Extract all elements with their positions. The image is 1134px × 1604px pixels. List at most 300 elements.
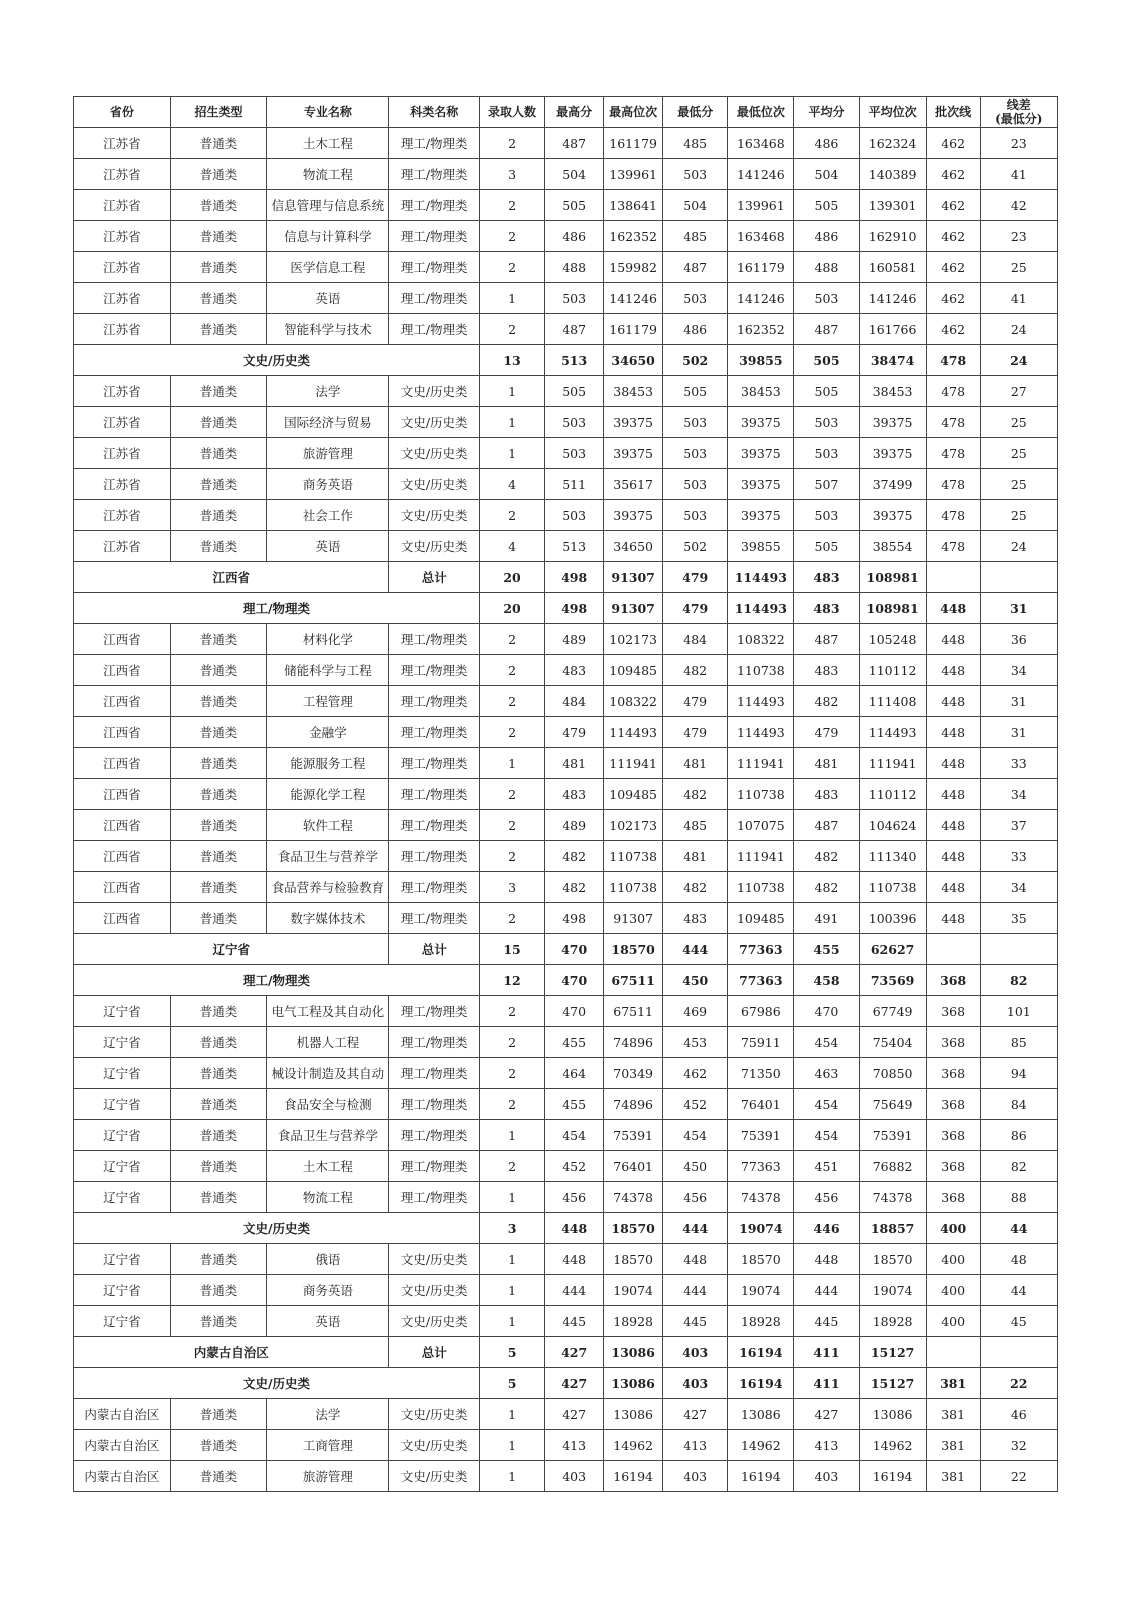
cell-admission-type: 普通类	[170, 407, 267, 438]
cell-min-score: 503	[663, 469, 728, 500]
subtotal-batch-line: 448	[926, 593, 980, 624]
cell-admission-type: 普通类	[170, 1461, 267, 1492]
cell-avg-score: 403	[794, 1461, 859, 1492]
cell-line-diff: 25	[980, 469, 1057, 500]
cell-admitted-count: 1	[479, 438, 544, 469]
province-total-max-score: 470	[545, 934, 604, 965]
cell-line-diff: 25	[980, 500, 1057, 531]
cell-admission-type: 普通类	[170, 221, 267, 252]
cell-major: 储能科学与工程	[267, 655, 389, 686]
cell-min-score: 481	[663, 748, 728, 779]
subtotal-avg-score: 505	[794, 345, 859, 376]
cell-min-rank: 111941	[728, 748, 794, 779]
cell-min-score: 448	[663, 1244, 728, 1275]
cell-avg-score: 482	[794, 872, 859, 903]
cell-major: 物流工程	[267, 1182, 389, 1213]
province-total-max-rank: 13086	[604, 1337, 663, 1368]
cell-subject-category: 文史/历史类	[389, 376, 480, 407]
cell-major: 工程管理	[267, 686, 389, 717]
cell-admission-type: 普通类	[170, 841, 267, 872]
cell-avg-score: 486	[794, 128, 859, 159]
cell-line-diff: 34	[980, 872, 1057, 903]
cell-line-diff: 23	[980, 221, 1057, 252]
cell-province: 江西省	[74, 810, 171, 841]
cell-batch-line: 368	[926, 1120, 980, 1151]
cell-batch-line: 448	[926, 748, 980, 779]
cell-max-rank: 110738	[604, 872, 663, 903]
cell-admission-type: 普通类	[170, 1151, 267, 1182]
cell-batch-line: 448	[926, 779, 980, 810]
cell-admission-type: 普通类	[170, 1089, 267, 1120]
table-row	[74, 903, 1058, 934]
cell-min-rank: 77363	[728, 1151, 794, 1182]
subtotal-avg-score: 483	[794, 593, 859, 624]
table-row	[74, 1182, 1058, 1213]
cell-line-diff: 33	[980, 748, 1057, 779]
cell-admitted-count: 2	[479, 903, 544, 934]
province-total-line-diff	[980, 1337, 1057, 1368]
cell-line-diff: 22	[980, 1461, 1057, 1492]
cell-max-score: 403	[545, 1461, 604, 1492]
cell-min-rank: 38453	[728, 376, 794, 407]
table-row	[74, 314, 1058, 345]
cell-admission-type: 普通类	[170, 810, 267, 841]
cell-subject-category: 理工/物理类	[389, 686, 480, 717]
col-header-min-rank: 最低位次	[728, 97, 794, 128]
subtotal-max-rank: 34650	[604, 345, 663, 376]
subtotal-row	[74, 965, 1058, 996]
cell-line-diff: 35	[980, 903, 1057, 934]
cell-admitted-count: 2	[479, 314, 544, 345]
cell-admission-type: 普通类	[170, 1430, 267, 1461]
cell-admitted-count: 1	[479, 1461, 544, 1492]
cell-avg-rank: 14962	[859, 1430, 926, 1461]
cell-major: 机器人工程	[267, 1027, 389, 1058]
cell-batch-line: 400	[926, 1306, 980, 1337]
cell-admitted-count: 1	[479, 1430, 544, 1461]
province-total-line-diff	[980, 934, 1057, 965]
cell-admission-type: 普通类	[170, 128, 267, 159]
cell-admitted-count: 2	[479, 1089, 544, 1120]
province-total-row	[74, 562, 1058, 593]
province-total-max-rank: 91307	[604, 562, 663, 593]
cell-major: 法学	[267, 376, 389, 407]
province-total-admitted-count: 20	[479, 562, 544, 593]
cell-line-diff: 24	[980, 314, 1057, 345]
province-total-min-rank: 16194	[728, 1337, 794, 1368]
subtotal-max-score: 427	[545, 1368, 604, 1399]
cell-major: 能源服务工程	[267, 748, 389, 779]
cell-max-score: 504	[545, 159, 604, 190]
cell-batch-line: 462	[926, 190, 980, 221]
table-row	[74, 872, 1058, 903]
cell-admission-type: 普通类	[170, 500, 267, 531]
cell-min-rank: 19074	[728, 1275, 794, 1306]
province-total-label: 总计	[389, 934, 480, 965]
cell-max-rank: 13086	[604, 1399, 663, 1430]
cell-admitted-count: 1	[479, 1182, 544, 1213]
cell-max-score: 470	[545, 996, 604, 1027]
cell-max-score: 487	[545, 128, 604, 159]
cell-subject-category: 理工/物理类	[389, 159, 480, 190]
cell-max-score: 482	[545, 872, 604, 903]
cell-admission-type: 普通类	[170, 779, 267, 810]
cell-admitted-count: 2	[479, 779, 544, 810]
cell-avg-rank: 75404	[859, 1027, 926, 1058]
province-total-admitted-count: 15	[479, 934, 544, 965]
province-total-batch-line	[926, 934, 980, 965]
cell-admitted-count: 3	[479, 872, 544, 903]
cell-min-score: 444	[663, 1275, 728, 1306]
cell-min-rank: 14962	[728, 1430, 794, 1461]
subtotal-min-rank: 114493	[728, 593, 794, 624]
cell-avg-score: 454	[794, 1089, 859, 1120]
table-body	[74, 128, 1058, 1492]
cell-min-score: 485	[663, 810, 728, 841]
cell-batch-line: 368	[926, 1058, 980, 1089]
cell-admission-type: 普通类	[170, 717, 267, 748]
cell-admitted-count: 2	[479, 996, 544, 1027]
cell-subject-category: 理工/物理类	[389, 655, 480, 686]
cell-min-rank: 114493	[728, 686, 794, 717]
table-row	[74, 159, 1058, 190]
cell-line-diff: 31	[980, 717, 1057, 748]
cell-admitted-count: 2	[479, 252, 544, 283]
cell-line-diff: 36	[980, 624, 1057, 655]
province-total-label: 总计	[389, 1337, 480, 1368]
province-total-batch-line	[926, 562, 980, 593]
cell-batch-line: 368	[926, 996, 980, 1027]
province-total-batch-line	[926, 1337, 980, 1368]
cell-province: 江苏省	[74, 407, 171, 438]
cell-min-score: 454	[663, 1120, 728, 1151]
cell-max-score: 482	[545, 841, 604, 872]
cell-province: 辽宁省	[74, 1120, 171, 1151]
cell-avg-rank: 100396	[859, 903, 926, 934]
cell-max-score: 513	[545, 531, 604, 562]
table-row	[74, 810, 1058, 841]
cell-avg-rank: 75649	[859, 1089, 926, 1120]
cell-province: 江西省	[74, 841, 171, 872]
province-total-min-rank: 114493	[728, 562, 794, 593]
cell-admission-type: 普通类	[170, 655, 267, 686]
cell-max-rank: 76401	[604, 1151, 663, 1182]
cell-min-score: 413	[663, 1430, 728, 1461]
cell-batch-line: 478	[926, 438, 980, 469]
cell-max-rank: 39375	[604, 438, 663, 469]
cell-subject-category: 理工/物理类	[389, 810, 480, 841]
cell-avg-rank: 111340	[859, 841, 926, 872]
cell-max-rank: 19074	[604, 1275, 663, 1306]
cell-max-rank: 161179	[604, 128, 663, 159]
cell-province: 江苏省	[74, 221, 171, 252]
subtotal-avg-score: 411	[794, 1368, 859, 1399]
cell-admitted-count: 2	[479, 1151, 544, 1182]
cell-avg-score: 488	[794, 252, 859, 283]
subtotal-avg-score: 446	[794, 1213, 859, 1244]
cell-avg-score: 451	[794, 1151, 859, 1182]
table-row	[74, 996, 1058, 1027]
subtotal-min-rank: 16194	[728, 1368, 794, 1399]
cell-subject-category: 理工/物理类	[389, 1058, 480, 1089]
subtotal-min-score: 444	[663, 1213, 728, 1244]
cell-max-score: 503	[545, 283, 604, 314]
cell-line-diff: 41	[980, 283, 1057, 314]
cell-min-score: 482	[663, 872, 728, 903]
province-total-max-rank: 18570	[604, 934, 663, 965]
subtotal-max-rank: 67511	[604, 965, 663, 996]
cell-avg-rank: 104624	[859, 810, 926, 841]
cell-max-score: 503	[545, 500, 604, 531]
cell-min-rank: 163468	[728, 128, 794, 159]
cell-major: 电气工程及其自动化	[267, 996, 389, 1027]
cell-major: 械设计制造及其自动	[267, 1058, 389, 1089]
cell-province: 江苏省	[74, 283, 171, 314]
cell-admitted-count: 1	[479, 748, 544, 779]
cell-max-score: 455	[545, 1089, 604, 1120]
cell-province: 辽宁省	[74, 996, 171, 1027]
cell-major: 物流工程	[267, 159, 389, 190]
cell-max-score: 413	[545, 1430, 604, 1461]
cell-line-diff: 45	[980, 1306, 1057, 1337]
cell-major: 食品卫生与营养学	[267, 1120, 389, 1151]
cell-max-rank: 102173	[604, 810, 663, 841]
cell-avg-rank: 39375	[859, 500, 926, 531]
subtotal-admitted-count: 3	[479, 1213, 544, 1244]
cell-min-rank: 109485	[728, 903, 794, 934]
cell-admitted-count: 2	[479, 1058, 544, 1089]
cell-major: 食品营养与检验教育	[267, 872, 389, 903]
cell-max-score: 454	[545, 1120, 604, 1151]
cell-min-score: 485	[663, 221, 728, 252]
cell-max-score: 503	[545, 438, 604, 469]
subtotal-admitted-count: 12	[479, 965, 544, 996]
cell-max-rank: 16194	[604, 1461, 663, 1492]
cell-province: 江苏省	[74, 190, 171, 221]
cell-province: 内蒙古自治区	[74, 1399, 171, 1430]
cell-min-rank: 71350	[728, 1058, 794, 1089]
admission-scores-table	[73, 96, 1058, 1492]
cell-major: 食品卫生与营养学	[267, 841, 389, 872]
cell-admitted-count: 2	[479, 221, 544, 252]
cell-min-rank: 110738	[728, 872, 794, 903]
cell-admission-type: 普通类	[170, 314, 267, 345]
cell-admission-type: 普通类	[170, 531, 267, 562]
table-row	[74, 1089, 1058, 1120]
cell-major: 土木工程	[267, 1151, 389, 1182]
cell-max-score: 511	[545, 469, 604, 500]
cell-admission-type: 普通类	[170, 376, 267, 407]
cell-major: 英语	[267, 283, 389, 314]
cell-admitted-count: 1	[479, 283, 544, 314]
cell-avg-score: 505	[794, 531, 859, 562]
cell-max-rank: 111941	[604, 748, 663, 779]
cell-min-rank: 163468	[728, 221, 794, 252]
cell-province: 江西省	[74, 624, 171, 655]
table-row	[74, 748, 1058, 779]
cell-admission-type: 普通类	[170, 469, 267, 500]
cell-avg-rank: 39375	[859, 407, 926, 438]
cell-avg-rank: 13086	[859, 1399, 926, 1430]
cell-max-rank: 102173	[604, 624, 663, 655]
cell-avg-score: 454	[794, 1120, 859, 1151]
subtotal-min-score: 403	[663, 1368, 728, 1399]
cell-admission-type: 普通类	[170, 1182, 267, 1213]
cell-max-rank: 70349	[604, 1058, 663, 1089]
cell-min-score: 479	[663, 686, 728, 717]
subtotal-batch-line: 381	[926, 1368, 980, 1399]
cell-avg-rank: 37499	[859, 469, 926, 500]
col-header-major: 专业名称	[267, 97, 389, 128]
cell-line-diff: 101	[980, 996, 1057, 1027]
cell-avg-score: 482	[794, 686, 859, 717]
table-row	[74, 438, 1058, 469]
cell-subject-category: 理工/物理类	[389, 190, 480, 221]
table-row	[74, 1430, 1058, 1461]
cell-min-rank: 108322	[728, 624, 794, 655]
cell-batch-line: 381	[926, 1430, 980, 1461]
subtotal-max-score: 513	[545, 345, 604, 376]
table-row	[74, 531, 1058, 562]
cell-avg-rank: 39375	[859, 438, 926, 469]
province-total-name: 辽宁省	[74, 934, 389, 965]
cell-admission-type: 普通类	[170, 1275, 267, 1306]
subtotal-category-label: 理工/物理类	[74, 593, 480, 624]
cell-min-score: 453	[663, 1027, 728, 1058]
province-total-avg-rank: 15127	[859, 1337, 926, 1368]
cell-major: 能源化学工程	[267, 779, 389, 810]
cell-max-rank: 14962	[604, 1430, 663, 1461]
cell-admission-type: 普通类	[170, 1399, 267, 1430]
line-diff-label: 线差	[1006, 98, 1031, 112]
cell-min-score: 452	[663, 1089, 728, 1120]
cell-max-rank: 109485	[604, 655, 663, 686]
cell-batch-line: 368	[926, 1182, 980, 1213]
cell-max-rank: 18928	[604, 1306, 663, 1337]
cell-min-rank: 39375	[728, 469, 794, 500]
cell-avg-score: 503	[794, 407, 859, 438]
cell-subject-category: 文史/历史类	[389, 1430, 480, 1461]
cell-min-score: 505	[663, 376, 728, 407]
cell-min-score: 456	[663, 1182, 728, 1213]
cell-max-rank: 74378	[604, 1182, 663, 1213]
cell-line-diff: 25	[980, 438, 1057, 469]
cell-subject-category: 理工/物理类	[389, 1151, 480, 1182]
cell-min-score: 486	[663, 314, 728, 345]
cell-min-rank: 139961	[728, 190, 794, 221]
cell-max-score: 489	[545, 624, 604, 655]
cell-line-diff: 88	[980, 1182, 1057, 1213]
cell-min-score: 403	[663, 1461, 728, 1492]
cell-province: 江西省	[74, 748, 171, 779]
cell-min-rank: 18570	[728, 1244, 794, 1275]
cell-admitted-count: 2	[479, 190, 544, 221]
cell-batch-line: 448	[926, 717, 980, 748]
cell-admission-type: 普通类	[170, 748, 267, 779]
cell-batch-line: 462	[926, 314, 980, 345]
cell-line-diff: 34	[980, 655, 1057, 686]
cell-max-score: 484	[545, 686, 604, 717]
cell-subject-category: 理工/物理类	[389, 872, 480, 903]
cell-province: 辽宁省	[74, 1275, 171, 1306]
col-header-avg-rank: 平均位次	[859, 97, 926, 128]
cell-min-rank: 111941	[728, 841, 794, 872]
subtotal-avg-rank: 108981	[859, 593, 926, 624]
cell-max-score: 498	[545, 903, 604, 934]
cell-min-rank: 74378	[728, 1182, 794, 1213]
cell-max-rank: 139961	[604, 159, 663, 190]
cell-province: 江西省	[74, 903, 171, 934]
table-row	[74, 128, 1058, 159]
cell-admitted-count: 2	[479, 717, 544, 748]
subtotal-category-label: 文史/历史类	[74, 1368, 480, 1399]
cell-major: 旅游管理	[267, 1461, 389, 1492]
subtotal-row	[74, 1368, 1058, 1399]
province-total-name: 江西省	[74, 562, 389, 593]
cell-avg-score: 427	[794, 1399, 859, 1430]
cell-province: 辽宁省	[74, 1306, 171, 1337]
col-header-admission-type: 招生类型	[170, 97, 267, 128]
cell-line-diff: 86	[980, 1120, 1057, 1151]
cell-min-rank: 110738	[728, 779, 794, 810]
cell-admission-type: 普通类	[170, 903, 267, 934]
cell-admitted-count: 4	[479, 469, 544, 500]
cell-min-score: 481	[663, 841, 728, 872]
cell-min-rank: 75911	[728, 1027, 794, 1058]
subtotal-max-score: 470	[545, 965, 604, 996]
cell-min-rank: 18928	[728, 1306, 794, 1337]
cell-batch-line: 368	[926, 1089, 980, 1120]
cell-admission-type: 普通类	[170, 438, 267, 469]
cell-subject-category: 理工/物理类	[389, 779, 480, 810]
cell-line-diff: 34	[980, 779, 1057, 810]
subtotal-line-diff: 44	[980, 1213, 1057, 1244]
cell-max-score: 464	[545, 1058, 604, 1089]
cell-avg-score: 454	[794, 1027, 859, 1058]
cell-max-rank: 39375	[604, 500, 663, 531]
cell-avg-score: 448	[794, 1244, 859, 1275]
cell-province: 辽宁省	[74, 1058, 171, 1089]
subtotal-category-label: 文史/历史类	[74, 1213, 480, 1244]
subtotal-max-score: 448	[545, 1213, 604, 1244]
subtotal-min-score: 450	[663, 965, 728, 996]
col-header-max-rank: 最高位次	[604, 97, 663, 128]
cell-min-rank: 39375	[728, 438, 794, 469]
cell-avg-rank: 18570	[859, 1244, 926, 1275]
cell-admission-type: 普通类	[170, 872, 267, 903]
cell-avg-score: 486	[794, 221, 859, 252]
province-total-admitted-count: 5	[479, 1337, 544, 1368]
cell-province: 江苏省	[74, 500, 171, 531]
subtotal-avg-rank: 73569	[859, 965, 926, 996]
cell-admission-type: 普通类	[170, 1306, 267, 1337]
table-row	[74, 1027, 1058, 1058]
cell-province: 辽宁省	[74, 1089, 171, 1120]
cell-major: 金融学	[267, 717, 389, 748]
subtotal-max-rank: 18570	[604, 1213, 663, 1244]
cell-line-diff: 84	[980, 1089, 1057, 1120]
cell-subject-category: 理工/物理类	[389, 748, 480, 779]
cell-admission-type: 普通类	[170, 624, 267, 655]
cell-major: 信息管理与信息系统	[267, 190, 389, 221]
line-diff-sublabel: (最低分)	[995, 112, 1043, 126]
subtotal-admitted-count: 13	[479, 345, 544, 376]
cell-subject-category: 理工/物理类	[389, 221, 480, 252]
province-total-label: 总计	[389, 562, 480, 593]
cell-max-score: 427	[545, 1399, 604, 1430]
cell-max-rank: 74896	[604, 1027, 663, 1058]
cell-admitted-count: 2	[479, 841, 544, 872]
